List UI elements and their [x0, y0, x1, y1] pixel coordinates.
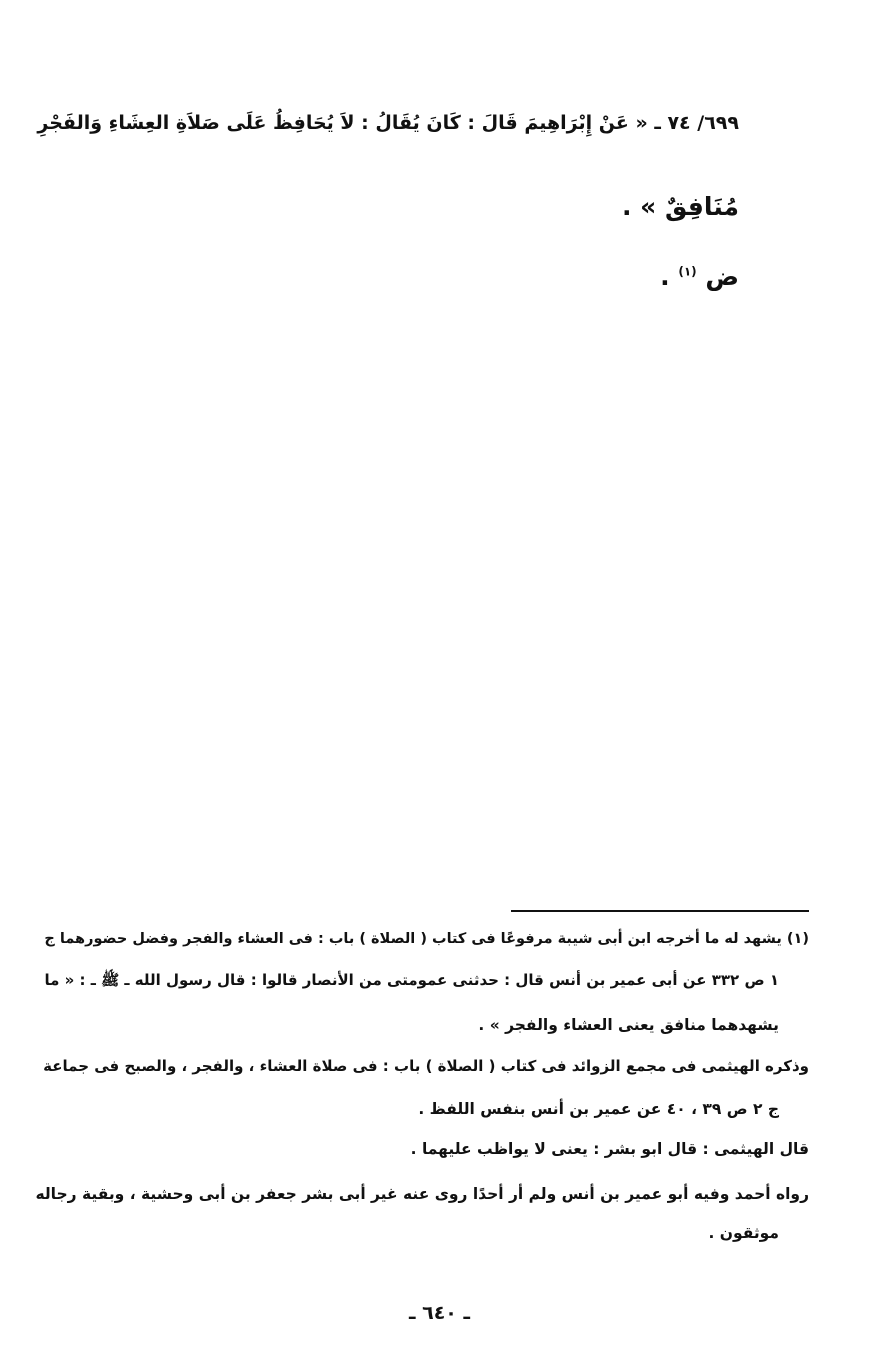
footnote-line-7: رواه أحمد وفيه أبو عمير بن أنس ولم أر أحدًا روى عنه غير أبى بشر جعفر بن أبى وحشية ، وبقية رجاله: [35, 1185, 809, 1203]
footnote-line-5: ج ٢ ص ٣٩ ، ٤٠ عن عمير بن أنس بنفس اللفظ .: [418, 1100, 779, 1118]
footnote-line-3: يشهدهما منافق يعنى العشاء والفجر » .: [478, 1016, 779, 1034]
source-line-end: .: [660, 262, 670, 291]
hadith-line-2: مُنَافِقٌ » .: [621, 192, 739, 221]
page-number: ـ ٦٤٠ ـ: [408, 1302, 470, 1324]
footnote-line-8: موثقون .: [708, 1224, 779, 1242]
hadith-source-line: [660, 262, 739, 291]
hadith-line-1: ٦٩٩/ ٧٤ ـ « عَنْ إِبْرَاهِيمَ قَالَ : كَانَ يُقَالُ : لاَ يُحَافِظُ عَلَى صَلاَةِ العِشَاءِ وَالفَجْرِ: [37, 112, 739, 134]
source-abbreviation: ض: [705, 262, 739, 291]
footnote-line-6: قال الهيثمى : قال ابو بشر : يعنى لا يواظب عليهما .: [410, 1140, 809, 1158]
footnote-line-2: ١ ص ٣٣٢ عن أبى عمير بن أنس قال : حدثنى عمومتى من الأنصار قالوا : قال رسول الله ـ ﷺ ـ : « ما: [44, 971, 779, 989]
footnote-line-1: (١) يشهد له ما أخرجه ابن أبى شيبة مرفوعًا فى كتاب ( الصلاة ) باب : فى العشاء والفجر وفضل حضورهما ج: [44, 931, 809, 947]
footnote-marker: (١): [678, 264, 697, 279]
footnote-line-4: وذكره الهيثمى فى مجمع الزوائد فى كتاب ( الصلاة ) باب : فى صلاة العشاء ، والفجر ، والصبح فى جماعة: [43, 1057, 809, 1075]
footnote-separator: [511, 910, 809, 912]
